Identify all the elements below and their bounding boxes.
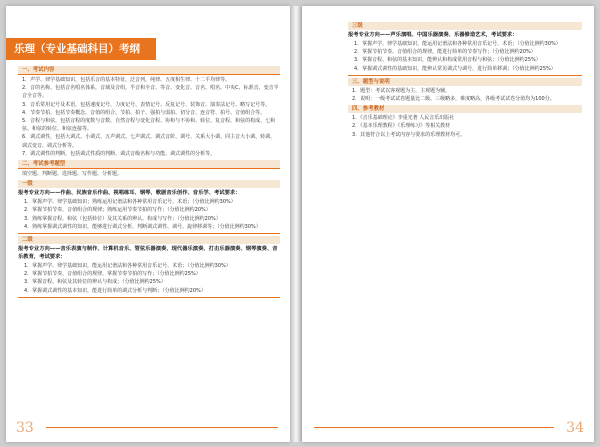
section-paragraph: 6．调式调性，包括大调式、小调式、五声调式、七声调式、调式音阶、调号、关系大小调、同主音大小调、转调、调式变音、调式分析等。 bbox=[22, 134, 276, 149]
footer-rule bbox=[314, 427, 554, 428]
page-number-left: 33 bbox=[16, 420, 34, 436]
requirement-item: 2．掌握节拍节奏、音值组合的规律；熟练运用节奏节拍的写作；（分值比例约20%） bbox=[24, 207, 211, 214]
requirement-title: 报考专业方向——声乐演唱、中国乐器演奏、乐器修造艺术，考试要求： bbox=[348, 32, 518, 38]
right-page bbox=[302, 6, 594, 442]
section-paragraph: 3．其他符合以上考试内容与要求的乐理教材均可。 bbox=[352, 131, 466, 138]
section-paragraph: 5．音程与和弦，包括音程的度数与音数、自然音程与变化音程、协和与不协和、转位、复音程、和弦的构成、七和弦、和弦的转位、和弦连接等。 bbox=[22, 118, 276, 133]
section-paragraph: 2．《基本乐理教程》《乐理练习》等相关教材 bbox=[352, 123, 451, 130]
left-content bbox=[18, 64, 280, 300]
section-paragraph: 2．音的名称、包括音名唱名体系，音域及音组，半音和全音、等音、变化音、音名、唱名、中央C、标准音、变音半音全音等。 bbox=[22, 85, 279, 100]
requirement-item: 1．掌握声学、律学基础知识；熟练运用记谱法和各种常用音乐记号、术语；（分值比例约30%） bbox=[24, 199, 236, 206]
requirement-item: 3．掌握音程、和弦及其转位的辨认与构成；（分值比例约25%） bbox=[24, 279, 166, 286]
requirement-item: 4．掌握调式调性的基础知识，能辨认常见调式与调号，进行简单移调；（分值比例约25%） bbox=[354, 65, 556, 72]
level-label: 一级 bbox=[18, 180, 280, 188]
section-paragraph: 4．节奏节拍，包括节奏概念，音值的组合、节拍、拍子、强拍与弱拍、切分音、连音符、拍号、音值组合等。 bbox=[22, 109, 266, 116]
requirement-item: 2．掌握节拍节奏、音值组合的规律，能进行简单的节奏写作；（分值比例约20%） bbox=[354, 49, 536, 56]
requirement-item: 1．掌握声学、律学基础知识，能运用记谱法和各种常用音乐记号、术语；（分值比例约30%） bbox=[354, 41, 561, 47]
requirement-item: 3．掌握音程、和弦的基本知识，能辨认和构成常用音程与和弦；（分值比例约25%） bbox=[354, 57, 541, 64]
divider bbox=[18, 233, 280, 234]
book-spine bbox=[290, 6, 302, 442]
requirement-item: 1．掌握声学、律学基础知识，能运用记谱法和各种常用音乐记号、术语；（分值比例约30%） bbox=[24, 263, 231, 270]
level-label: 三级 bbox=[348, 22, 582, 30]
page-number-right: 34 bbox=[566, 420, 584, 436]
requirement-item: 4．掌握调式调性的基本知识，能进行简单的调式分析与判断；（分值比例约20%） bbox=[24, 287, 206, 294]
section-paragraph: 1．题型：考试以客观题为主，主观题为辅。 bbox=[352, 87, 451, 94]
footer-rule bbox=[46, 427, 278, 428]
section-heading: 四、参考教材 bbox=[348, 105, 582, 113]
page-title: 乐理（专业基础科目）考纲 bbox=[6, 38, 156, 60]
requirement-item: 3．熟练掌握音程、和弦（包括转位）及其关系的辨认、构成与写作；（分值比例约20%） bbox=[24, 215, 221, 222]
requirement-title: 报考专业方向——音乐表演与制作、计算机音乐、管弦乐器演奏、现代器乐演奏、打击乐器演奏、钢琴演奏、音乐教育，考试要求： bbox=[18, 246, 278, 261]
right-content bbox=[348, 20, 582, 139]
divider bbox=[18, 297, 280, 298]
requirement-item: 4．熟练掌握调式调性的知识，能够进行调式分析，判断调式调性、调号、旋律移调等；（分值比例约30%） bbox=[24, 223, 261, 230]
section-paragraph: 3．音乐常用记号及术语，包括速度记号、力度记号、表情记号、反复记号、装饰音、演奏法记号、略写记号等。 bbox=[22, 101, 271, 108]
section-heading: 一、考试内容 bbox=[18, 66, 280, 75]
requirement-title: 报考专业方向——作曲、民族音乐作曲、视唱练耳、钢琴、歌剧音乐创作、音乐学、考试要求： bbox=[18, 190, 241, 197]
requirement-item: 2．掌握节拍节奏、音值组合的规律，掌握节奏节拍的写作；（分值比例约25%） bbox=[24, 271, 201, 278]
left-page bbox=[6, 6, 290, 442]
section-heading: 二、考试参考题型 bbox=[18, 160, 280, 169]
section-paragraph: 填空题、判断题、选择题、写作题、分析题。 bbox=[22, 171, 123, 178]
section-heading: 三、题型与说明 bbox=[348, 78, 582, 86]
section-paragraph: 1．声学、律学基础知识，包括乐音的基本特征，泛音列，纯律、五度相生律、十二平均律等。 bbox=[22, 77, 231, 83]
section-paragraph: 7．调式调性的判断，包括调式性质的判断、调式音级名称与功能、调式调性的分析等。 bbox=[22, 150, 216, 157]
level-label: 二级 bbox=[18, 236, 280, 244]
divider bbox=[348, 75, 582, 76]
section-paragraph: 2．说明：一级考试试卷题量比二级、三级略多，难度略高，各级考试试卷分值均为100分。 bbox=[352, 96, 555, 103]
section-paragraph: 1．《音乐基础理论》李重光著 人民音乐出版社 bbox=[352, 115, 455, 122]
